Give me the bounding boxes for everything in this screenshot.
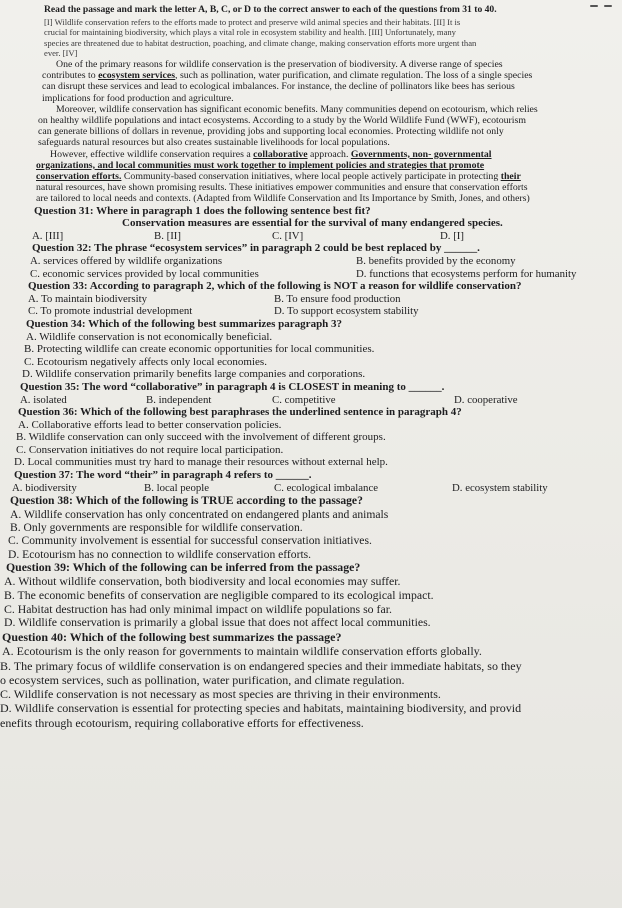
option-a[interactable]: A. Wildlife conservation has only concentrated on endangered plants and animals: [10, 507, 389, 521]
option-c[interactable]: C. competitive: [272, 393, 336, 406]
option-d[interactable]: D. To support ecosystem stability: [274, 305, 419, 318]
passage-line: contributes to ecosystem services, such as pollination, water purification, and climate regulation. The loss of a single species: [42, 70, 533, 82]
question-32-options-row-2: [4, 268, 620, 281]
passage-line: safeguards natural resources but also creates sustainable livelihoods for local populations.: [38, 137, 390, 149]
question-35-options: [4, 394, 620, 407]
question-38-stem: Question 38: Which of the following is TRUE according to the passage?: [10, 494, 363, 508]
question-33-options-row-2: [4, 305, 620, 318]
option-d[interactable]: D. [I]: [440, 229, 464, 242]
passage-line: can disrupt these services and lead to ecological imbalances. For instance, the decline of pollinators like bees has serious: [42, 81, 515, 93]
question-31-sentence: Conservation measures are essential for the survival of many endangered species.: [122, 217, 503, 230]
passage-line: can generate billions of dollars in revenue, providing jobs and supporting local economies. Protecting wildlife not only: [38, 126, 504, 138]
option-b[interactable]: B. independent: [146, 393, 212, 406]
option-d[interactable]: D. cooperative: [454, 393, 518, 406]
option-b[interactable]: B. The economic benefits of conservation are negligible compared to its ecological impact.: [4, 587, 434, 602]
option-b[interactable]: B. The primary focus of wildlife conservation is on endangered species and their immediate habitats, so they: [0, 658, 522, 673]
passage-line: One of the primary reasons for wildlife conservation is the preservation of biodiversity. A diverse range of species: [56, 58, 503, 70]
question-33-options-row-1: [4, 293, 620, 306]
option-c[interactable]: C. economic services provided by local communities: [30, 267, 259, 280]
option-c[interactable]: C. ecological imbalance: [274, 481, 379, 494]
option-d[interactable]: D. Ecotourism has no connection to wildlife conservation efforts.: [8, 547, 312, 561]
question-35-stem: Question 35: The word “collaborative” in paragraph 4 is CLOSEST in meaning to ______.: [20, 380, 445, 393]
passage-line: conservation efforts. Community-based conservation initiatives, where local people actively participate in protecting their: [36, 171, 521, 182]
question-39-stem: Question 39: Which of the following can be inferred from the passage?: [6, 560, 361, 575]
option-c[interactable]: C. Conservation initiatives do not require local participation.: [16, 443, 284, 456]
option-a[interactable]: A. [III]: [32, 229, 64, 242]
passage-line: on healthy wildlife populations and intact ecosystems. According to a study by the World Wildlife Fund (WWF), ecotourism: [38, 114, 526, 126]
passage-line: Moreover, wildlife conservation has significant economic benefits. Many communities depend on ecotourism, which relies: [56, 103, 538, 115]
option-b[interactable]: B. To ensure food production: [274, 292, 401, 305]
passage-line: species are threatened due to habitat destruction, poaching, and climate change, making conservation efforts more urgent than: [44, 37, 477, 48]
question-34-stem: Question 34: Which of the following best summarizes paragraph 3?: [26, 317, 343, 330]
question-32-stem: Question 32: The phrase “ecosystem services” in paragraph 2 could be best replaced by ______.: [32, 242, 480, 255]
option-c[interactable]: C. [IV]: [272, 229, 304, 242]
option-d-continued: enefits through ecotourism, requiring collaborative efforts for effectiveness.: [0, 715, 364, 730]
option-b[interactable]: B. [II]: [154, 229, 181, 242]
option-a[interactable]: A. isolated: [20, 393, 67, 406]
option-d[interactable]: D. Wildlife conservation is essential for protecting species and habitats, maintaining biodiversity, and provid: [0, 701, 522, 716]
option-b-continued: o ecosystem services, such as pollination, water purification, and climate regulation.: [0, 672, 405, 687]
option-b[interactable]: B. local people: [144, 481, 210, 494]
option-b[interactable]: B. Protecting wildlife can create economic opportunities for local communities.: [24, 343, 375, 356]
option-a[interactable]: A. Wildlife conservation is not economically beneficial.: [26, 330, 273, 343]
option-d[interactable]: D. functions that ecosystems perform for humanity: [356, 267, 577, 280]
question-37-options: [4, 482, 620, 495]
option-b[interactable]: B. Wildlife conservation can only succeed with the involvement of different groups.: [16, 431, 386, 444]
passage-line: natural resources, have shown promising results. These initiatives empower communities and ensure that conservation efforts: [36, 182, 528, 194]
option-c[interactable]: C. Habitat destruction has had only minimal impact on wildlife populations so far.: [4, 601, 392, 616]
instruction: Read the passage and mark the letter A, B, C, or D to the correct answer to each of the questions from 31 to 40.: [44, 4, 497, 15]
question-31-options: [4, 230, 620, 243]
exam-content: [0, 4, 620, 730]
question-32-options-row-1: [4, 255, 620, 268]
option-c[interactable]: C. To promote industrial development: [28, 305, 193, 318]
option-a[interactable]: A. Collaborative efforts lead to better conservation policies.: [18, 418, 282, 431]
passage-line: implications for food production and agriculture.: [42, 92, 234, 104]
option-b[interactable]: B. benefits provided by the economy: [356, 254, 516, 267]
question-31-stem: Question 31: Where in paragraph 1 does the following sentence best fit?: [34, 204, 371, 217]
option-c[interactable]: C. Community involvement is essential for successful conservation initiatives.: [8, 534, 372, 548]
passage-line: [I] Wildlife conservation refers to the efforts made to protect and preserve wild animal species and their habitats. [II] It is: [44, 16, 461, 27]
question-36-stem: Question 36: Which of the following best paraphrases the underlined sentence in paragraph 4?: [18, 406, 462, 419]
option-d[interactable]: D. Wildlife conservation primarily benefits large companies and corporations.: [22, 368, 366, 381]
option-d[interactable]: D. Wildlife conservation is primarily a global issue that does not affect local communities.: [4, 615, 431, 630]
option-d[interactable]: D. Local communities must try hard to manage their resources without external help.: [14, 456, 388, 469]
option-a[interactable]: A. Ecotourism is the only reason for governments to maintain wildlife conservation efforts globally.: [2, 644, 482, 659]
option-a[interactable]: A. biodiversity: [12, 481, 77, 494]
option-a[interactable]: A. Without wildlife conservation, both biodiversity and local economies may suffer.: [4, 574, 401, 589]
passage-line: However, effective wildlife conservation requires a collaborative approach. Governments, non- governmental: [50, 148, 492, 160]
passage-line: are tailored to local needs and contexts. (Adapted from Wildlife Conservation and Its Importance by Smith, Jones, and others): [36, 193, 530, 205]
passage-line: ever. [IV]: [44, 48, 78, 59]
option-c[interactable]: C. Wildlife conservation is not necessary as most species are thriving in their environments.: [0, 687, 441, 702]
question-40-stem: Question 40: Which of the following best summarizes the passage?: [2, 630, 342, 645]
question-37-stem: Question 37: The word “their” in paragraph 4 refers to ______.: [14, 469, 312, 482]
option-d[interactable]: D. ecosystem stability: [452, 481, 548, 494]
option-a[interactable]: A. services offered by wildlife organizations: [30, 254, 223, 267]
option-a[interactable]: A. To maintain biodiversity: [28, 292, 147, 305]
option-b[interactable]: B. Only governments are responsible for wildlife conservation.: [10, 521, 303, 535]
passage-line: crucial for maintaining biodiversity, which plays a vital role in ecosystem stability and health. [III] Unfortunately, many: [44, 27, 456, 38]
underlined-sentence: organizations, and local communities must work together to implement policies and strategies that promote: [36, 159, 485, 171]
question-33-stem: Question 33: According to paragraph 2, which of the following is NOT a reason for wildlife conservation?: [28, 280, 522, 293]
option-c[interactable]: C. Ecotourism negatively affects only local economies.: [24, 355, 267, 368]
